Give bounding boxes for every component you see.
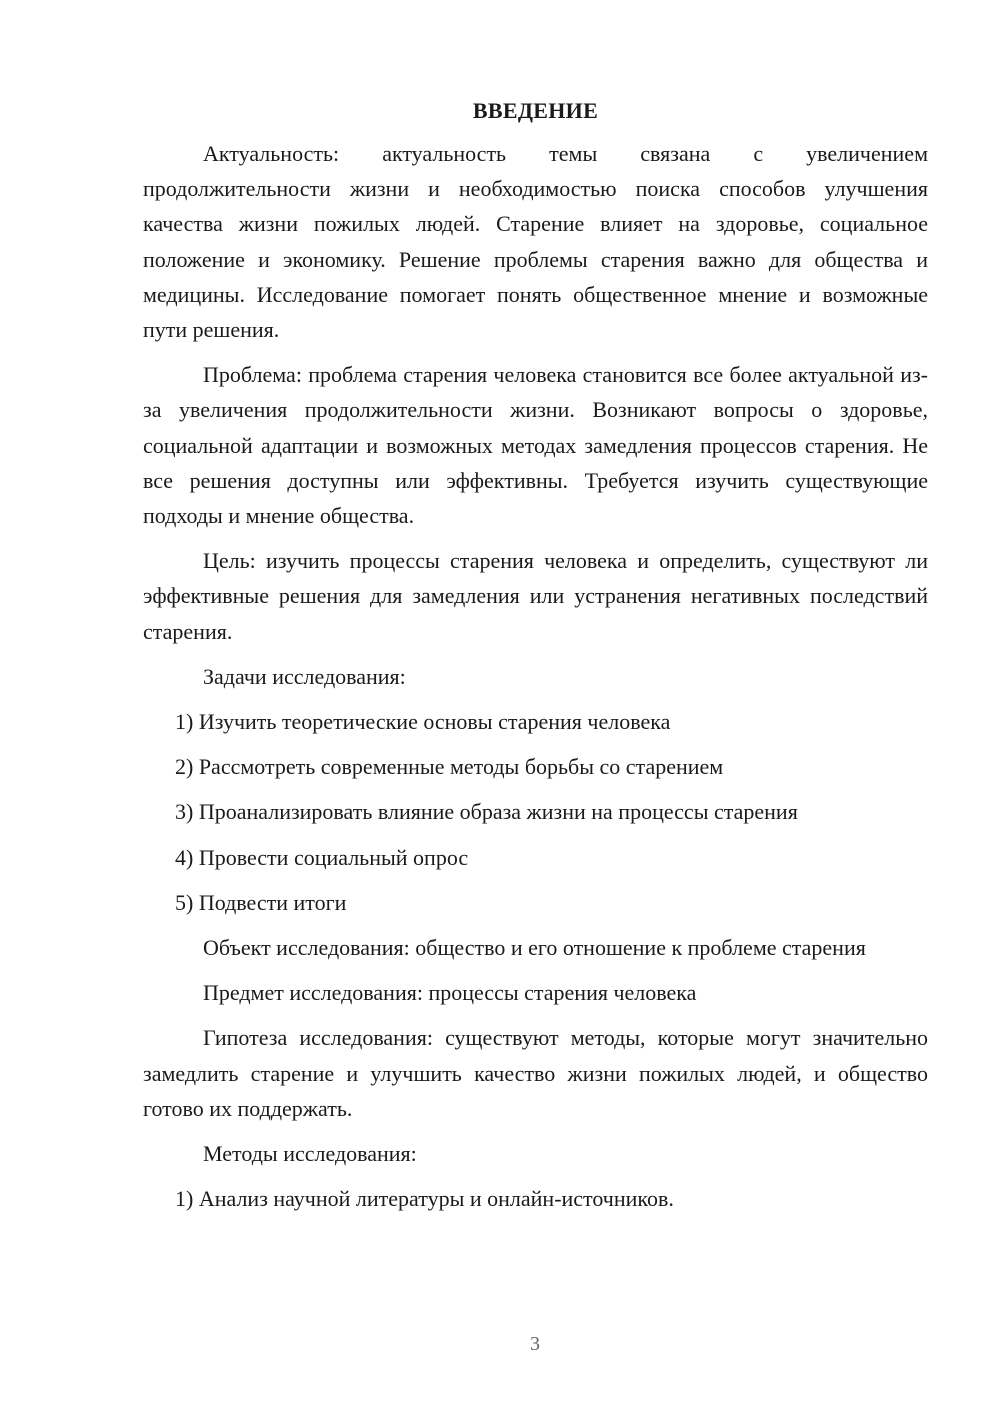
methods-heading: Методы исследования: <box>203 1141 417 1167</box>
object-paragraph: Объект исследования: общество и его отношение к проблеме старения <box>203 935 866 961</box>
list-item: 3) Проанализировать влияние образа жизни на процессы старения <box>175 799 798 825</box>
list-item: 1) Изучить теоретические основы старения человека <box>175 709 671 735</box>
list-item: 4) Провести социальный опрос <box>175 844 469 870</box>
list-item: 2) Рассмотреть современные методы борьбы со старением <box>175 754 724 780</box>
relevance-paragraph: Актуальность: актуальность темы связана с увеличением продолжительности жизни и необходимостью поиска способов улучшения качества жизни пожилых людей. Старение влияет на здоровье, социальное положение и экономику. Решение проблемы старения важно для общества и медицины. Исследование помогает понять общественное мнение и возможные пути решения. <box>143 141 928 343</box>
subject-paragraph: Предмет исследования: процессы старения человека <box>203 980 697 1006</box>
list-item: 1) Анализ научной литературы и онлайн-источников. <box>175 1186 674 1212</box>
methods-list <box>143 1181 928 1216</box>
page-number: 3 <box>530 1333 540 1355</box>
tasks-heading: Задачи исследования: <box>203 663 406 689</box>
goal-paragraph: Цель: изучить процессы старения человека и определить, существуют ли эффективные решения для замедления или устранения негативных последствий старения. <box>143 548 928 644</box>
list-item: 5) Подвести итоги <box>175 889 347 915</box>
tasks-list <box>143 704 928 920</box>
problem-paragraph: Проблема: проблема старения человека становится все более актуальной из-за увеличения продолжительности жизни. Возникают вопросы о здоровье, социальной адаптации и возможных методах замедления процессов старения. Не все решения доступны или эффективны. Требуется изучить существующие подходы и мнение общества. <box>143 362 928 529</box>
hypothesis-paragraph: Гипотеза исследования: существуют методы, которые могут значительно замедлить старение и улучшить качество жизни пожилых людей, и общество готово их поддержать. <box>143 1025 928 1121</box>
section-title: ВВЕДЕНИЕ <box>472 98 599 123</box>
page-content <box>143 96 928 1226</box>
